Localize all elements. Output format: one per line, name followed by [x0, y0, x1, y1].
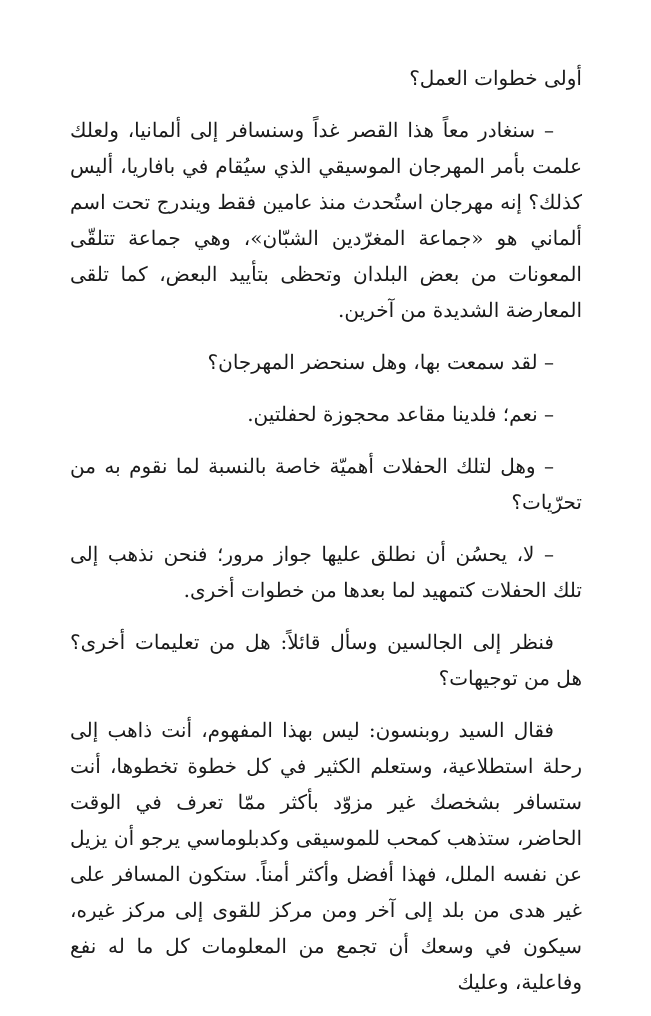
paragraph-robinson: فقال السيد روبنسون: ليس بهذا المفهوم، أنت ذاهب إلى رحلة استطلاعية، وستعلم الكثير في كل خطوة تخطوها، أنت ستسافر بشخصك غير مزوّد بأكثر ممّا تعرف في الوقت الحاضر، ستذهب كمحب للموسيقى وكدبلوماسي يرجو أن يزيل عن نفسه الملل، فهذا أفضل وأكثر أمناً. ستكون المسافر على غير هدى من بلد إلى آخر ومن مركز للقوى إلى مركز غيره، سيكون في وسعك أن تجمع من المعلومات كل ما له نفع وفاعلية، وعليك: [70, 718, 582, 994]
paragraph-importance: – وهل لتلك الحفلات أهميّة خاصة بالنسبة لما نقوم به من تحرّيات؟: [70, 454, 582, 514]
book-page: [70, 60, 582, 1016]
paragraph-reserved-seats: – نعم؛ فلدينا مقاعد محجوزة لحفلتين.: [247, 402, 554, 426]
paragraph-travel-plan: – سنغادر معاً هذا القصر غداً وسنسافر إلى ألمانيا، ولعلك علمت بأمر المهرجان الموسيقي الذي سيُقام في بافاريا، أليس كذلك؟ إنه مهرجان استُحدث منذ عامين فقط ويندرج تحت اسم ألماني هو «جماعة المغرّدين الشبّان»، وهي جماعة تتلقّى المعونات من بعض البلدان وتحظى بتأييد البعض، كما تلقى المعارضة الشديدة من آخرين.: [70, 118, 582, 322]
paragraph-instructions: فنظر إلى الجالسين وسأل قائلاً: هل من تعليمات أخرى؟ هل من توجيهات؟: [70, 630, 582, 690]
paragraph-heard-of-it: – لقد سمعت بها، وهل سنحضر المهرجان؟: [207, 350, 554, 374]
paragraph-passport: – لا، يحسُن أن نطلق عليها جواز مرور؛ فنحن نذهب إلى تلك الحفلات كتمهيد لما بعدها من خطوات أخرى.: [70, 542, 582, 602]
paragraph-question: أولى خطوات العمل؟: [409, 66, 582, 90]
